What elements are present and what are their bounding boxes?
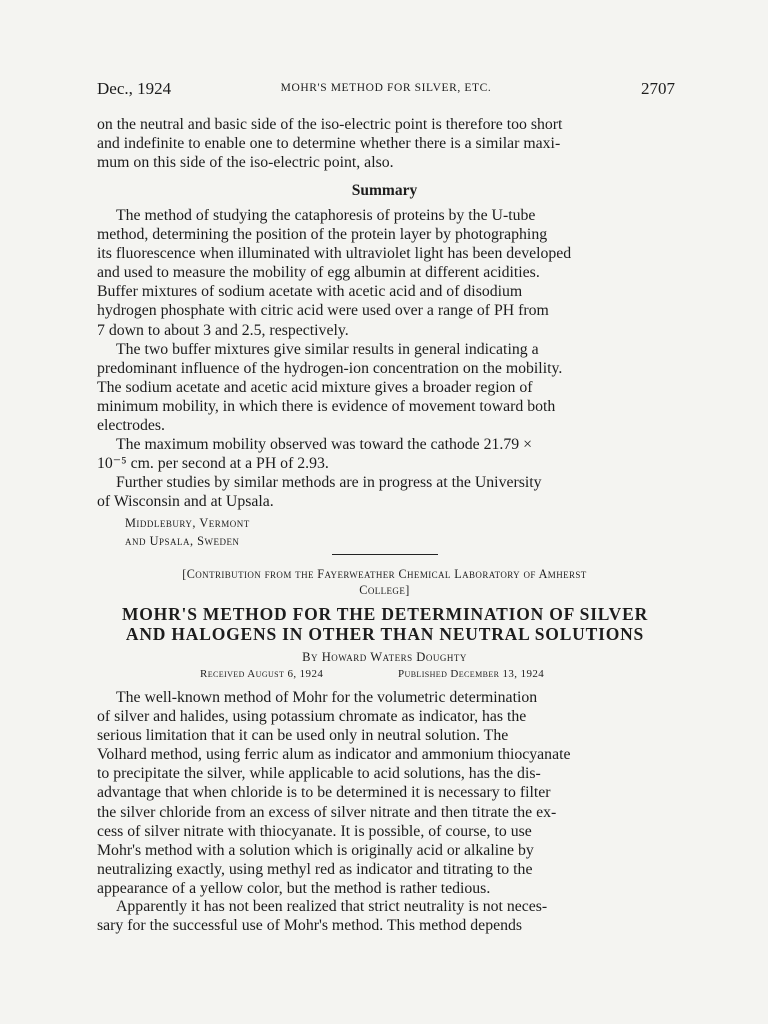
- text-line: The sodium acetate and acetic acid mixture gives a broader region of: [97, 379, 533, 397]
- contribution-line: [Contribution from the Fayerweather Chemical Laboratory of Amherst: [182, 567, 587, 581]
- summary-heading: Summary: [351, 182, 418, 199]
- text-line: Further studies by similar methods are in progress at the University: [116, 474, 542, 491]
- text-line: Mohr's method with a solution which is originally acid or alkaline by: [97, 841, 534, 859]
- address-line: and Upsala, Sweden: [125, 534, 240, 548]
- contribution-note: [92, 566, 677, 598]
- issue-date: Dec., 1924: [97, 79, 172, 98]
- author-address: [125, 514, 425, 550]
- summary-paragraph-1: [97, 206, 672, 340]
- title-line: AND HALOGENS IN OTHER THAN NEUTRAL SOLUTIONS: [125, 624, 645, 644]
- text-line: electrodes.: [97, 417, 165, 435]
- text-line: method, determining the position of the protein layer by photographing: [97, 226, 548, 244]
- text-line: Apparently it has not been realized that strict neutrality is not neces-: [116, 898, 548, 915]
- text-line: predominant influence of the hydrogen-ion concentration on the mobility.: [97, 360, 563, 378]
- received-date: Received August 6, 1924: [200, 668, 324, 680]
- text-line: cess of silver nitrate with thiocyanate. It is possible, of course, to use: [97, 822, 532, 840]
- text-line: sary for the successful use of Mohr's method. This method depends: [97, 917, 523, 935]
- text-line: on the neutral and basic side of the iso-electric point is therefore too short: [97, 116, 563, 133]
- section-divider: [332, 554, 438, 555]
- contribution-line: College]: [359, 583, 410, 597]
- continued-paragraph: [97, 115, 672, 172]
- text-line: The well-known method of Mohr for the volumetric determination: [116, 689, 538, 706]
- text-line: advantage that when chloride is to be determined it is necessary to filter: [97, 784, 551, 802]
- text-line: Buffer mixtures of sodium acetate with acetic acid and of disodium: [97, 283, 523, 301]
- text-line: Volhard method, using ferric alum as indicator and ammonium thiocyanate: [97, 746, 571, 764]
- text-line: mum on this side of the iso-electric point, also.: [97, 154, 394, 172]
- text-line: 7 down to about 3 and 2.5, respectively.: [97, 321, 349, 339]
- text-line: of silver and halides, using potassium chromate as indicator, has the: [97, 708, 527, 726]
- text-line: minimum mobility, in which there is evidence of movement toward both: [97, 398, 556, 416]
- summary-paragraph-3: [97, 435, 672, 473]
- text-line: The maximum mobility observed was toward the cathode 21.79 ×: [116, 436, 533, 453]
- text-line: and used to measure the mobility of egg albumin at different acidities.: [97, 264, 540, 282]
- text-line: and indefinite to enable one to determine whether there is a similar maxi-: [97, 135, 561, 153]
- text-line: hydrogen phosphate with citric acid were used over a range of PH from: [97, 302, 549, 320]
- article-paragraph-2: [97, 897, 672, 935]
- summary-paragraph-2: [97, 340, 672, 435]
- text-line: The two buffer mixtures give similar results in general indicating a: [116, 341, 539, 358]
- published-date: Published December 13, 1924: [398, 668, 545, 680]
- text-line: neutralizing exactly, using methyl red as indicator and titrating to the: [97, 860, 533, 878]
- text-line: to precipitate the silver, while applicable to acid solutions, has the dis-: [97, 765, 541, 783]
- running-title: MOHR'S METHOD FOR SILVER, ETC.: [280, 82, 492, 94]
- article-title: [90, 604, 680, 644]
- text-line: serious limitation that it can be used only in neutral solution. The: [97, 727, 509, 745]
- summary-paragraph-4: [97, 473, 672, 511]
- text-line: of Wisconsin and at Upsala.: [97, 493, 274, 511]
- title-line: MOHR'S METHOD FOR THE DETERMINATION OF SILVER: [121, 604, 649, 624]
- text-line: 10⁻⁵ cm. per second at a PH of 2.93.: [97, 455, 329, 473]
- author-byline: By Howard Waters Doughty: [302, 650, 467, 664]
- article-paragraph-1: [97, 688, 672, 898]
- text-line: its fluorescence when illuminated with ultraviolet light has been developed: [97, 245, 572, 263]
- text-line: appearance of a yellow color, but the method is rather tedious.: [97, 879, 491, 897]
- text-line: The method of studying the cataphoresis of proteins by the U-tube: [116, 207, 536, 224]
- text-line: the silver chloride from an excess of silver nitrate and then titrate the ex-: [97, 803, 557, 821]
- address-line: Middlebury, Vermont: [125, 516, 250, 530]
- running-head: [97, 79, 675, 105]
- page-number: 2707: [641, 79, 675, 98]
